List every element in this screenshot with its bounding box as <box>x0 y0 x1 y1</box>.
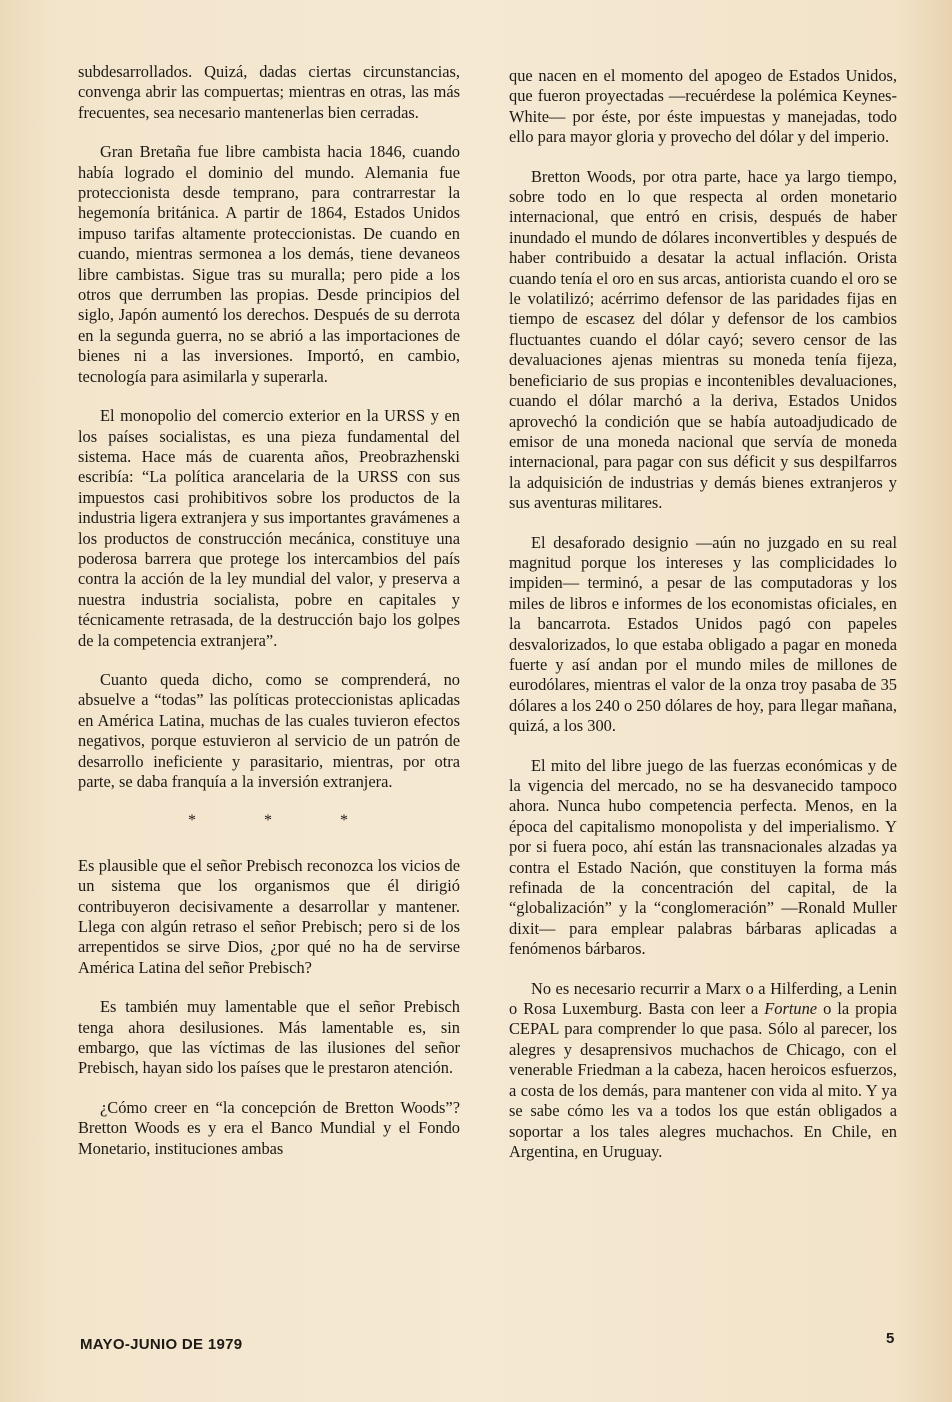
paragraph: El monopolio del comercio exterior en la URSS y en los países socialistas, es una pieza fundamental del sistema. Hace más de cuarenta años, Preobrazhenski escribía: “La política arancelaria de la URSS con sus impuestos casi prohibitivos sobre los productos de la industria ligera extranjera y sus importantes gravámenes a los productos de construcción mecánica, constituye una poderosa barrera que protege los intercambios del país contra la acción de la ley mundial del valor, y preserva a nuestra industria socialista, pobre en capitales y técnicamente retrasada, de la destrucción bajo los golpes de la competencia extranjera”. <box>78 406 460 650</box>
paragraph: Bretton Woods, por otra parte, hace ya largo tiempo, sobre todo en lo que respecta al orden monetario internacional, que entró en crisis, después de haber inundado el mundo de dólares inconvertibles y después de haber contribuido a desatar la actual inflación. Orista cuando tenía el oro en sus arcas, antiorista cuando el oro se le volatilizó; acérrimo defensor de las paridades fijas en tiempo de escasez del dólar y defensor de los cambios fluctuantes cuando el dólar cayó; severo censor de las devaluaciones ajenas mientras su moneda tenía fijeza, beneficiario de sus propias e incontenibles devaluaciones, cuando el dólar marchó a la deriva, Estados Unidos aprovechó la condición que se había autoadjudicado de emisor de una moneda nacional que servía de moneda internacional, para pagar con sus déficit y sus despilfarros la adquisición de industrias y demás bienes extranjeros y sus aventuras militares. <box>509 166 897 513</box>
page-number: 5 <box>886 1330 895 1347</box>
paragraph-text: o la propia CEPAL para comprender lo que pasa. Sólo al parecer, los alegres y desaprensivos muchachos de Chicago, con el venerable Friedman a la cabeza, hacen heroicos esfuerzos, a costa de los demás, para mantener con vida al mito. Y ya se sabe cómo les va a todos los que están obligados a soportar a los tales alegres muchachos. En Chile, en Argentina, en Uruguay. <box>509 999 897 1161</box>
section-separator: * * * <box>188 812 380 830</box>
paragraph: ¿Cómo creer en “la concepción de Bretton Woods”? Bretton Woods es y era el Banco Mundial y el Fondo Monetario, instituciones ambas <box>78 1097 460 1158</box>
paragraph-text: No es necesario recurrir a Marx o a Hilferding, a Lenin o Rosa Luxemburg. Basta con leer a <box>509 978 897 1019</box>
right-column <box>509 66 897 1181</box>
left-column <box>78 62 460 1178</box>
paragraph: Cuanto queda dicho, como se comprenderá, no absuelve a “todas” las políticas proteccionistas aplicadas en América Latina, muchas de las cuales tuvieron efectos negativos, porque estuvieron al servicio de un patrón de desarrollo ineficiente y parasitario, mientras, por otra parte, se daba franquía a la inversión extranjera. <box>78 669 460 791</box>
paragraph: Es también muy lamentable que el señor Prebisch tenga ahora desilusiones. Más lamentable es, sin embargo, que las víctimas de las ilusiones del señor Prebisch, hayan sido los países que le prestaron atención. <box>78 997 460 1078</box>
magazine-title: Fortune <box>764 999 818 1019</box>
paragraph: que nacen en el momento del apogeo de Estados Unidos, que fueron proyectadas —recuérdese la polémica Keynes-White— por éste, por éste impuestas y manejadas, todo ello para mayor gloria y provecho del dólar y del imperio. <box>509 66 897 147</box>
paragraph: subdesarrollados. Quizá, dadas ciertas circunstancias, convenga abrir las compuertas; mientras en otras, las más frecuentes, sea necesario mantenerlas bien cerradas. <box>78 62 460 122</box>
paragraph <box>509 979 897 1163</box>
paragraph: Gran Bretaña fue libre cambista hacia 1846, cuando había logrado el dominio del mundo. Alemania fue proteccionista desde temprano, para contrarrestar la hegemonía británica. A partir de 1864, Estados Unidos impuso tarifas altamente proteccionistas. De cuando en cuando, mientras sermonea a los demás, tiene devaneos libre cambistas. Sigue tras su muralla; pero pide a los otros que derrumben las propias. Desde principios del siglo, Japón aumentó los derechos. Después de su derrota en la segunda guerra, no se abrió a las importaciones de bienes ni a las inversiones. Importó, en cambio, tecnología para asimilarla y superarla. <box>78 142 460 386</box>
issue-date: MAYO-JUNIO DE 1979 <box>80 1336 243 1353</box>
paragraph: El desaforado designio —aún no juzgado en su real magnitud porque los intereses y las complicidades lo impiden— terminó, a pesar de las computadoras y los miles de libros e informes de los economistas oficiales, en la bancarrota. Estados Unidos pagó con papeles desvalorizados, lo que estaba obligado a pagar en moneda fuerte y así andan por el mundo miles de millones de eurodólares, mientras el valor de la onza troy pasaba de 35 dólares a los 240 o 250 dólares de hoy, para llegar mañana, quizá, a los 300. <box>509 532 897 736</box>
paragraph: Es plausible que el señor Prebisch reconozca los vicios de un sistema que los organismos que él dirigió contribuyeron decisivamente a desarrollar y mantener. Llega con algún retraso el señor Prebisch; pero si de los arrepentidos se sirve Dios, ¿por qué no ha de servirse América Latina del señor Prebisch? <box>78 855 460 977</box>
paragraph: El mito del libre juego de las fuerzas económicas y de la vigencia del mercado, no se ha desvanecido tampoco ahora. Nunca hubo competencia perfecta. Menos, en la época del capitalismo monopolista y del imperialismo. Y por si fuera poco, ahí están las transnacionales alzadas ya contra el Estado Nación, que constituyen la forma más refinada de la concentración del capital, de la “globalización” y la “conglomeración” —Ronald Muller dixit— para emplear palabras bárbaras aplicadas a fenómenos bárbaros. <box>509 755 897 959</box>
